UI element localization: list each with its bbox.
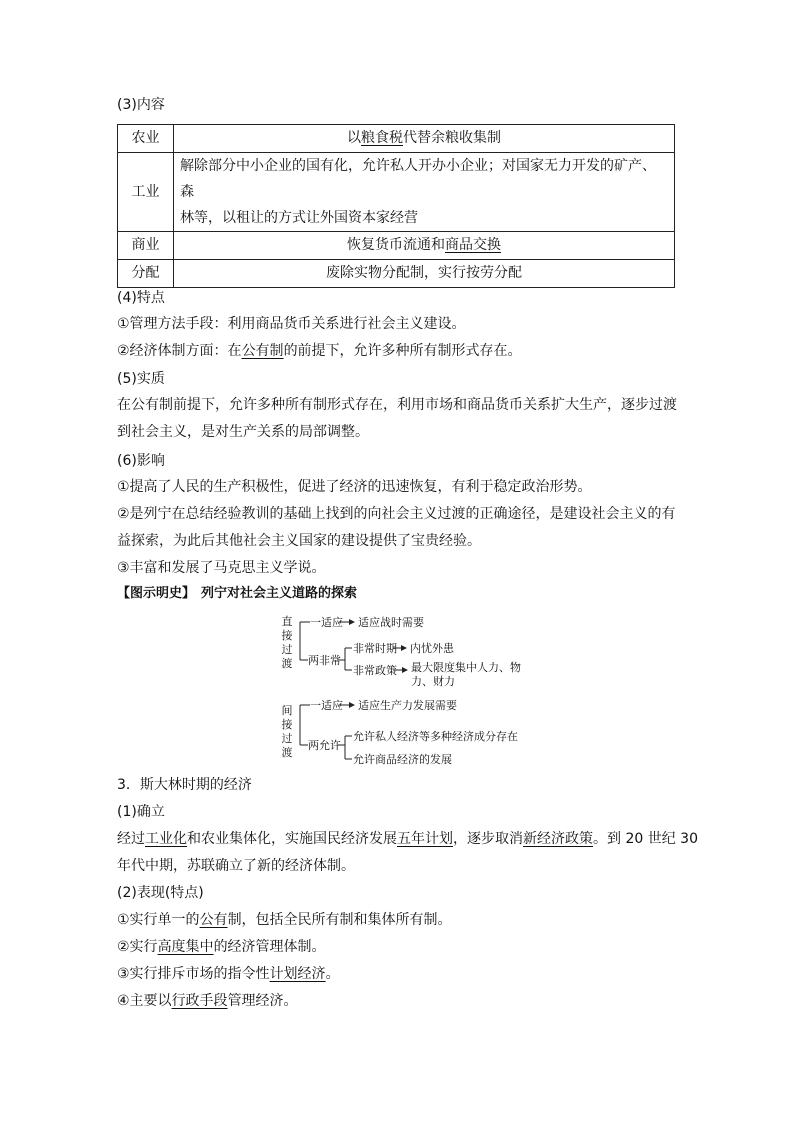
impact-item-2-line-1: ②是列宁在总结经验教训的基础上找到的向社会主义过渡的正确途径，是建设社会主义的有 bbox=[117, 506, 676, 522]
section-heading-features: (4)特点 bbox=[117, 290, 165, 306]
diagram-node: 允许商品经济的发展 bbox=[353, 753, 452, 766]
text-span: 。 bbox=[325, 966, 340, 982]
underlined-text: 新经济政策 bbox=[523, 831, 593, 847]
underlined-text: 高度集中 bbox=[157, 939, 214, 955]
impact-item-3: ③丰富和发展了马克思主义学说。 bbox=[117, 560, 326, 576]
diagram-node: 适应战时需要 bbox=[358, 616, 424, 629]
establish-heading: (1)确立 bbox=[117, 804, 165, 820]
label-char: 渡 bbox=[281, 746, 293, 759]
diagram-node: 非常时期 bbox=[353, 642, 397, 655]
diagram-node: 允许私人经济等多种经济成分存在 bbox=[353, 730, 518, 743]
essence-line-1: 在公有制前提下，允许多种所有制形式存在，利用市场和商品货币关系扩大生产，逐步过渡 bbox=[117, 397, 677, 413]
text-span: ，逐步取消 bbox=[453, 831, 523, 847]
label-char: 过 bbox=[281, 643, 293, 656]
section-heading-stalin: 3．斯大林时期的经济 bbox=[117, 777, 252, 793]
diagram-node: 一适应 bbox=[310, 616, 343, 629]
section-heading-essence: (5)实质 bbox=[117, 371, 165, 387]
text-span: ①实行单一的 bbox=[117, 912, 200, 928]
text-span: ②经济体制方面：在 bbox=[117, 343, 242, 359]
establish-line-2: 年代中期，苏联确立了新的经济体制。 bbox=[117, 858, 355, 874]
establish-line-1 bbox=[117, 829, 698, 849]
underlined-text: 粮食税 bbox=[361, 130, 403, 146]
text-span: 管理经济。 bbox=[227, 993, 298, 1009]
text-span: 废除实物分配制，实行按劳分配 bbox=[326, 265, 522, 281]
diagram-node: 内忧外患 bbox=[410, 642, 454, 655]
table-value-line: 林等，以租让的方式让外国资本家经营 bbox=[180, 210, 418, 226]
table-value-line: 解除部分中小企业的国有化，允许私人开办小企业；对国家无力开发的矿产、森 bbox=[180, 158, 656, 200]
text-span: 的经济管理体制。 bbox=[213, 939, 326, 955]
table-key: 农业 bbox=[118, 125, 174, 153]
label-char: 间 bbox=[281, 704, 293, 717]
diagram-node: 两非常 bbox=[308, 654, 341, 667]
underlined-text: 五年计划 bbox=[397, 831, 453, 847]
stalin-feature-3 bbox=[117, 964, 340, 984]
text-span: 制，包括全民所有制和集体所有制。 bbox=[227, 912, 452, 928]
essence-line-2: 到社会主义，是对生产关系的局部调整。 bbox=[117, 424, 369, 440]
caption-title: 列宁对社会主义道路的探索 bbox=[201, 586, 358, 601]
underlined-text: 计划经济 bbox=[269, 966, 326, 982]
label-char: 渡 bbox=[281, 657, 293, 670]
diagram-node: 一适应 bbox=[310, 699, 343, 712]
table-key: 商业 bbox=[118, 232, 174, 260]
label-char: 接 bbox=[281, 718, 293, 731]
text-span: ④主要以 bbox=[117, 993, 172, 1009]
text-span: 恢复货币流通和 bbox=[347, 237, 445, 253]
underlined-text: 工业化 bbox=[145, 831, 187, 847]
diagram-node: 适应生产力发展需要 bbox=[358, 699, 457, 712]
impact-item-1: ①提高了人民的生产积极性，促进了经济的迅速恢复，有利于稳定政治形势。 bbox=[117, 479, 592, 495]
stalin-feature-1 bbox=[117, 910, 452, 930]
text-span: ③实行排斥市场的指令性 bbox=[117, 966, 270, 982]
caption-tag: 【图示明史】 bbox=[117, 586, 196, 601]
label-char: 接 bbox=[281, 629, 293, 642]
features-heading: (2)表现(特点) bbox=[117, 885, 204, 901]
text-span: ②实行 bbox=[117, 939, 158, 955]
underlined-text: 公有制 bbox=[241, 343, 284, 359]
feature-item-1: ①管理方法手段：利用商品货币关系进行社会主义建设。 bbox=[117, 316, 466, 332]
text-span: 经过 bbox=[117, 831, 145, 847]
label-char: 直 bbox=[281, 615, 293, 628]
underlined-text: 商品交换 bbox=[445, 237, 501, 253]
stalin-feature-4 bbox=[117, 991, 298, 1011]
diagram-node: 力、财力 bbox=[411, 675, 455, 688]
diagram-node: 最大限度集中人力、物 bbox=[411, 661, 521, 674]
diagram-node: 两允许 bbox=[308, 739, 341, 752]
text-span: 以 bbox=[347, 130, 361, 146]
underlined-text: 行政手段 bbox=[171, 993, 228, 1009]
text-span: 代替余粮收集制 bbox=[403, 130, 501, 146]
diagram-node: 非常政策 bbox=[353, 664, 397, 677]
stalin-feature-2 bbox=[117, 937, 326, 957]
section-heading-content: (3)内容 bbox=[117, 97, 165, 113]
table-key: 分配 bbox=[118, 260, 174, 288]
text-span: 和农业集体化，实施国民经济发展 bbox=[187, 831, 397, 847]
underlined-text: 公有 bbox=[199, 912, 228, 928]
label-char: 过 bbox=[281, 732, 293, 745]
table-key: 工业 bbox=[118, 153, 174, 232]
section-heading-impact: (6)影响 bbox=[117, 453, 165, 469]
impact-item-2-line-2: 益探索，为此后其他社会主义国家的建设提供了宝贵经验。 bbox=[117, 533, 481, 549]
text-span: 的前提下，允许多种所有制形式存在。 bbox=[283, 343, 522, 359]
text-span: 。到 20 世纪 30 bbox=[593, 831, 698, 847]
